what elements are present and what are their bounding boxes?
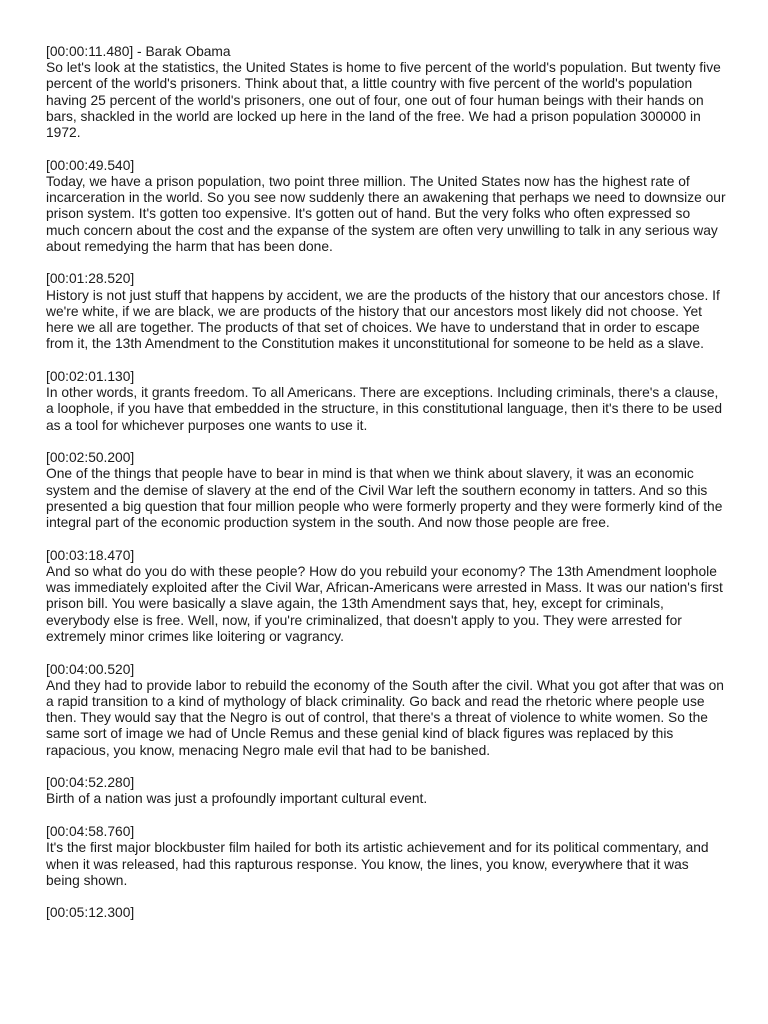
segment-text: In other words, it grants freedom. To all Americans. There are exceptions. Including criminals, there's a clause, a loophole, if you have that embedded in the structure, in this constitutional language, then it's there to be used as a tool for whichever purposes one wants to use it.: [46, 385, 723, 433]
segment-timestamp: [00:00:49.540]: [46, 157, 135, 173]
transcript-segment: [46, 271, 726, 352]
segment-text: Today, we have a prison population, two point three million. The United States now has the highest rate of incarceration in the world. So you see now suddenly there an awakening that perhaps we need to downsize our prison system. It's gotten too expensive. It's gotten out of hand. But the very folks who often expressed so much concern about the cost and the expanse of the system are often very unwilling to talk in any serious way about remedying the harm that has been done.: [46, 173, 726, 254]
segment-text: It's the first major blockbuster film hailed for both its artistic achievement and for its political commentary, and when it was released, had this rapturous response. You know, the lines, you know, everywhere that it was being shown.: [46, 840, 709, 888]
segment-text: So let's look at the statistics, the United States is home to five percent of the world's population. But twenty five percent of the world's prisoners. Think about that, a little country with five percent of the world's population having 25 percent of the world's prisoners, one out of four, one out of four human beings with their hands on bars, shackled in the world are locked up here in the land of the free. We had a prison population 300000 in 1972.: [46, 60, 721, 141]
segment-timestamp: [00:02:01.130]: [46, 368, 135, 384]
segment-timestamp: [00:04:52.280]: [46, 775, 135, 791]
transcript-page: [46, 44, 726, 938]
transcript-segment: [46, 44, 726, 141]
transcript-segment: [46, 548, 726, 645]
segment-text: One of the things that people have to bear in mind is that when we think about slavery, it was an economic system and the demise of slavery at the end of the Civil War left the southern economy in tatters. And so this presented a big question that four million people who were formerly property and they were formerly kind of the integral part of the economic production system in the south. And now those people are free.: [46, 466, 723, 531]
segment-text: And so what do you do with these people? How do you rebuild your economy? The 13th Amendment loophole was immediately exploited after the Civil War, African-Americans were arrested in Mass. It was our nation's first prison bill. You were basically a slave again, the 13th Amendment says that, hey, except for criminals, everybody else is free. Well, now, if you're criminalized, that doesn't apply to you. They were arrested for extremely minor crimes like loitering or vagrancy.: [46, 563, 723, 644]
transcript-segment: [46, 369, 726, 434]
transcript-segment: [46, 775, 726, 807]
transcript-segment: [46, 158, 726, 255]
segment-timestamp: [00:01:28.520]: [46, 271, 135, 287]
segment-text: And they had to provide labor to rebuild the economy of the South after the civil. What you got after that was on a rapid transition to a kind of mythology of black criminality. Go back and read the rhetoric where people use then. They would say that the Negro is out of control, that there's a threat of violence to white women. So the same sort of image we had of Uncle Remus and these genial kind of black figures was replaced by this rapacious, you know, menacing Negro male evil that had to be banished.: [46, 677, 724, 758]
segment-text: Birth of a nation was just a profoundly important cultural event.: [46, 791, 428, 807]
segment-text: History is not just stuff that happens by accident, we are the products of the history that our ancestors chose. If we're white, if we are black, we are products of the history that our ancestors most likely did not choose. Yet here we all are together. The products of that set of choices. We have to understand that in order to escape from it, the 13th Amendment to the Constitution makes it unconstitutional for someone to be held as a slave.: [46, 287, 720, 352]
segment-timestamp: [00:05:12.300]: [46, 905, 135, 921]
transcript-segment: [46, 450, 726, 531]
segment-timestamp: [00:04:58.760]: [46, 824, 135, 840]
segment-timestamp: [00:02:50.200]: [46, 450, 135, 466]
segment-timestamp: [00:03:18.470]: [46, 547, 135, 563]
segment-timestamp: [00:04:00.520]: [46, 661, 135, 677]
transcript-segment: [46, 662, 726, 759]
segment-timestamp: [00:00:11.480] - Barak Obama: [46, 44, 231, 59]
transcript-segment: [46, 905, 726, 921]
transcript-segment: [46, 824, 726, 889]
